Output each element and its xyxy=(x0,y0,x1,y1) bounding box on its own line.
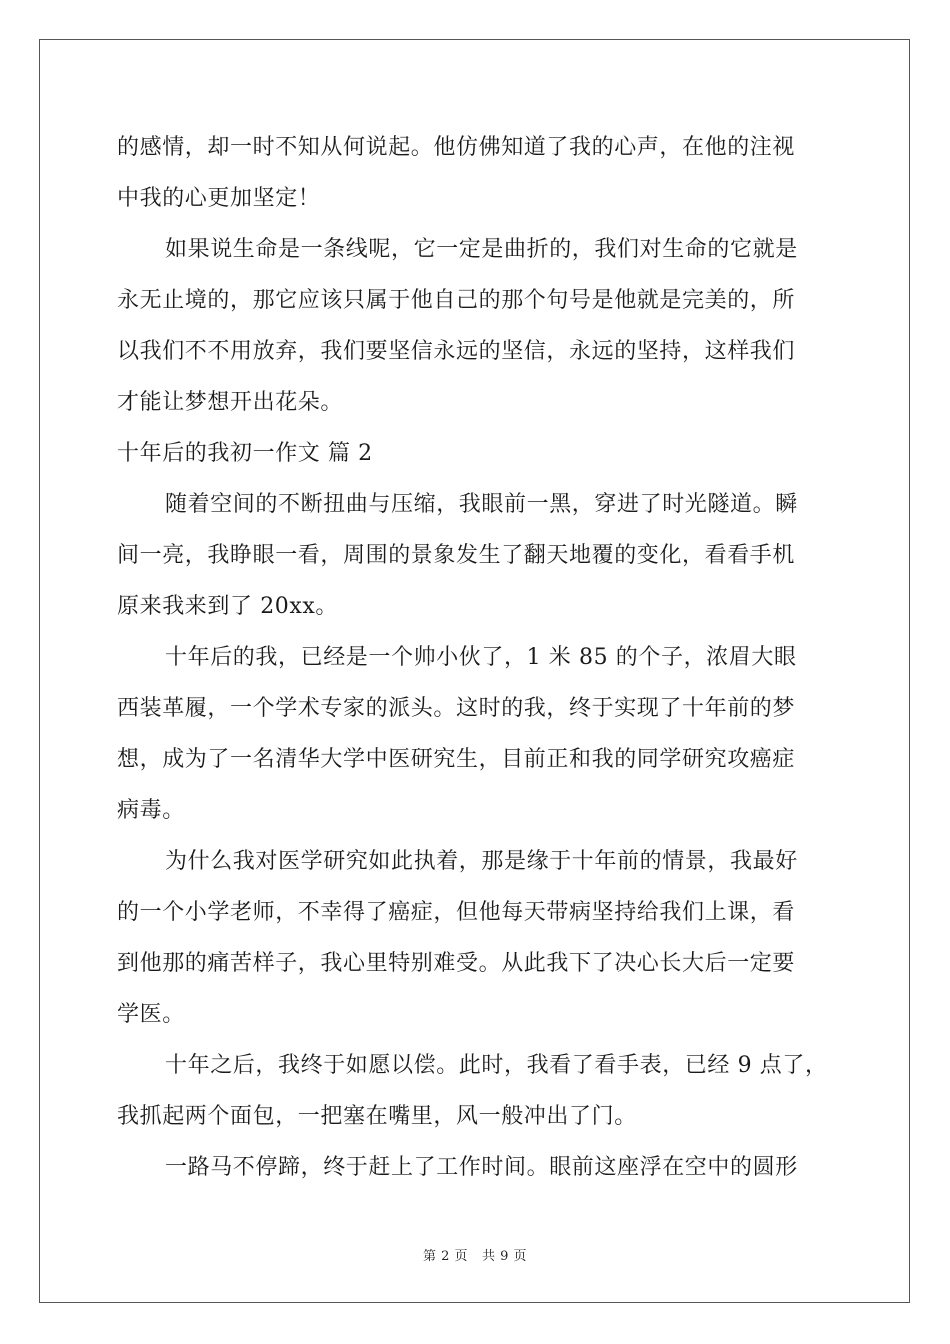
paragraph-first-line: 十年之后，我终于如愿以偿。此时，我看了看手表，已经 9 点了， xyxy=(165,1053,828,1078)
text-line: 的一个小学老师，不幸得了癌症，但他每天带病坚持给我们上课，看 xyxy=(117,900,796,925)
text-line: 中我的心更加坚定！ xyxy=(117,186,321,211)
paragraph-first-line: 十年后的我，已经是一个帅小伙了，1 米 85 的个子，浓眉大眼 xyxy=(165,645,797,670)
text-line: 才能让梦想开出花朵。 xyxy=(117,390,344,415)
text-line: 到他那的痛苦样子，我心里特别难受。从此我下了决心长大后一定要 xyxy=(117,951,796,976)
paragraph-first-line: 为什么我对医学研究如此执着，那是缘于十年前的情景，我最好 xyxy=(165,849,798,874)
text-line: 原来我来到了 20xx。 xyxy=(117,594,339,619)
page-footer xyxy=(0,1245,950,1264)
text-line: 间一亮，我睁眼一看，周围的景象发生了翻天地覆的变化，看看手机 xyxy=(117,543,796,568)
text-line: 永无止境的，那它应该只属于他自己的那个句号是他就是完美的，所 xyxy=(117,288,796,313)
paragraph-first-line: 一路马不停蹄，终于赶上了工作时间。眼前这座浮在空中的圆形 xyxy=(165,1155,798,1180)
text-line: 病毒。 xyxy=(117,798,185,823)
page-number: 第 2 页 xyxy=(422,1249,468,1264)
text-line: 的感情，却一时不知从何说起。他仿佛知道了我的心声，在他的注视 xyxy=(117,135,796,160)
document-body xyxy=(117,128,835,1199)
text-line: 学医。 xyxy=(117,1002,185,1027)
text-line: 西装革履，一个学术专家的派头。这时的我，终于实现了十年前的梦 xyxy=(117,696,796,721)
section-heading: 十年后的我初一作文 篇 2 xyxy=(117,441,373,466)
text-line: 我抓起两个面包，一把塞在嘴里，风一般冲出了门。 xyxy=(117,1104,637,1129)
text-line: 以我们不不用放弃，我们要坚信永远的坚信，永远的坚持，这样我们 xyxy=(117,339,796,364)
paragraph-first-line: 如果说生命是一条线呢，它一定是曲折的，我们对生命的它就是 xyxy=(165,237,798,262)
text-line: 想，成为了一名清华大学中医研究生，目前正和我的同学研究攻癌症 xyxy=(117,747,796,772)
paragraph-first-line: 随着空间的不断扭曲与压缩，我眼前一黑，穿进了时光隧道。瞬 xyxy=(165,492,798,517)
page-total: 共 9 页 xyxy=(482,1249,528,1264)
